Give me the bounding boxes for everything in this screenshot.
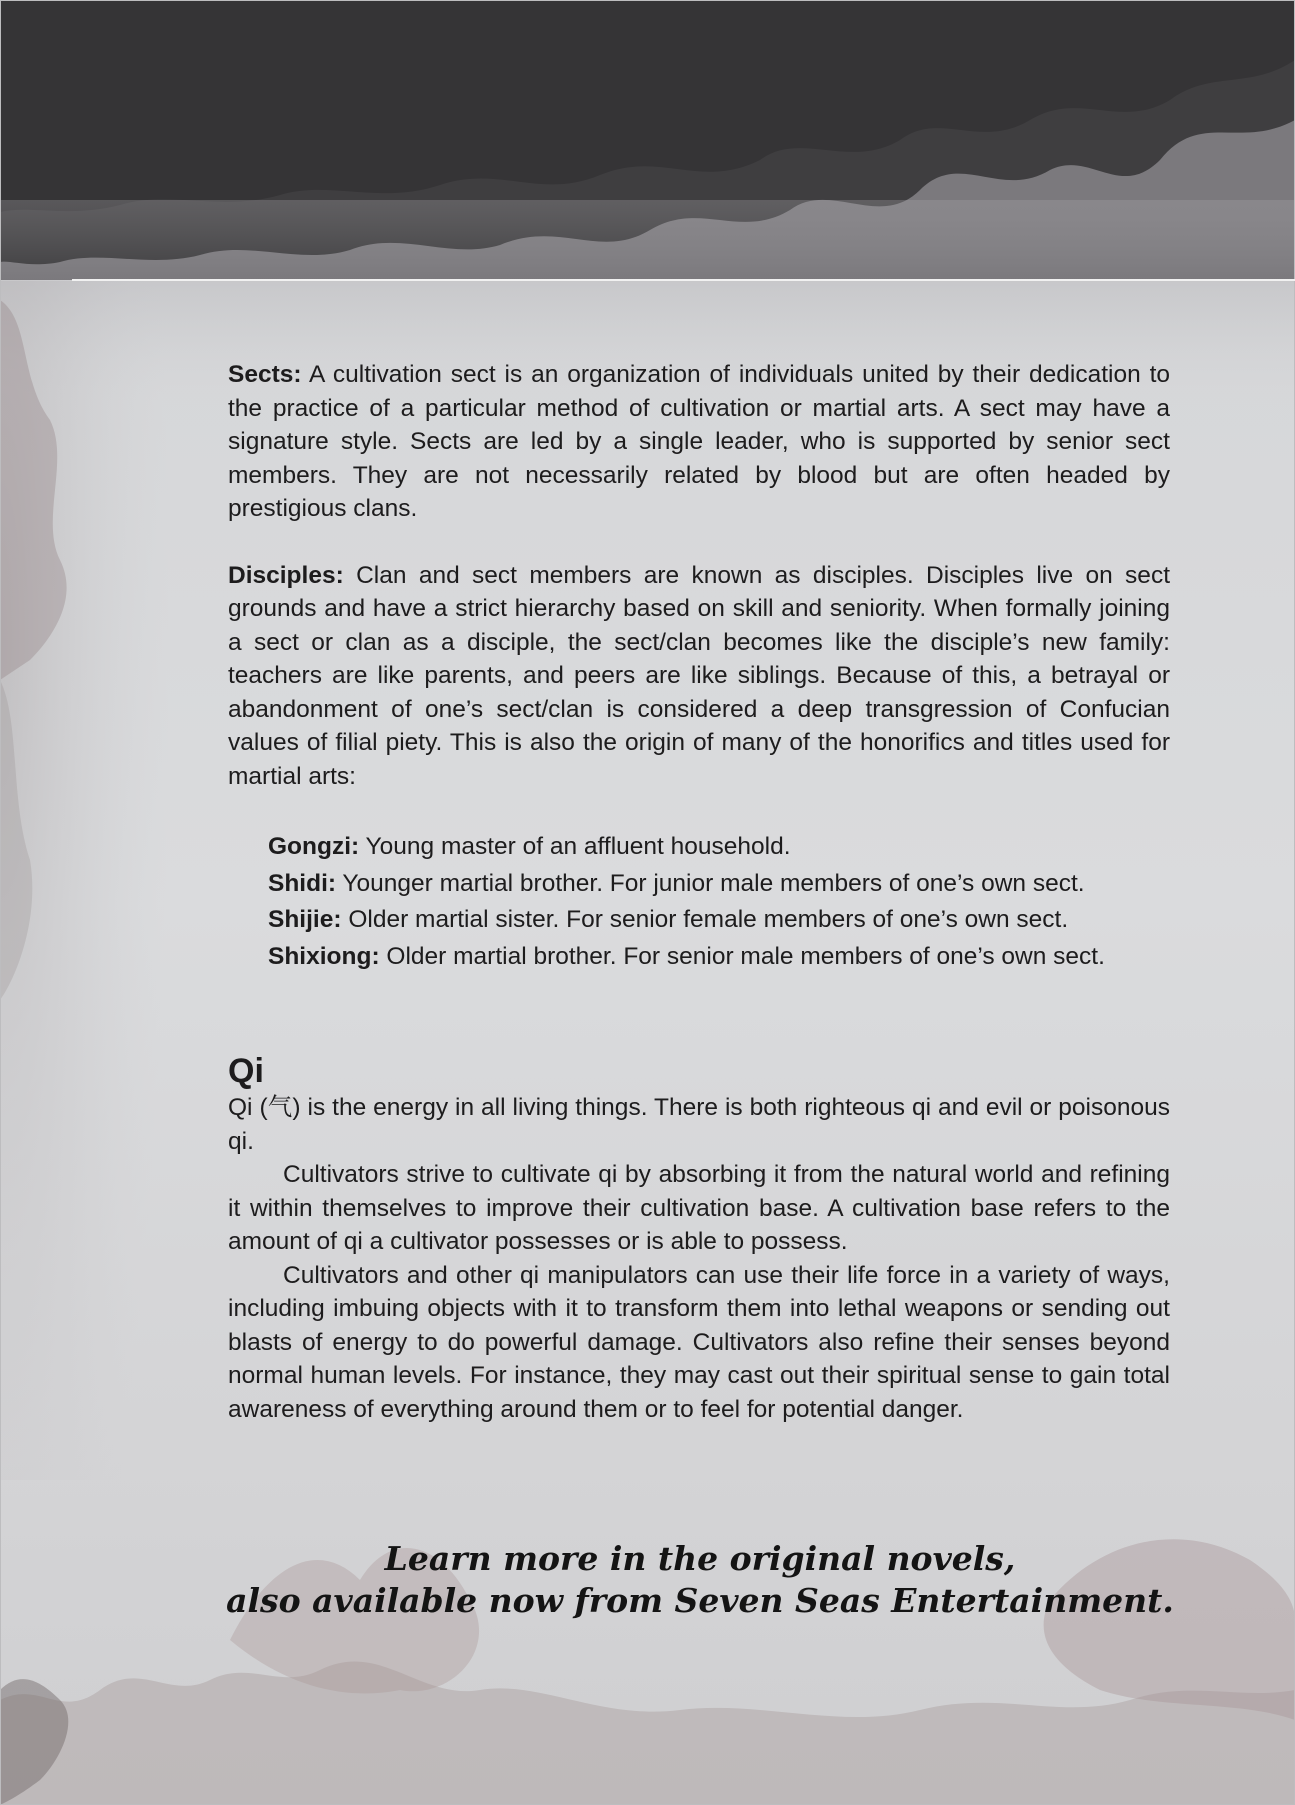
qi-paragraph: Qi (气) is the energy in all living things. There is both righteous qi and evil or poisonous qi. — [228, 1094, 1170, 1155]
honorific-definition: Younger martial brother. For junior male members of one’s own sect. — [336, 869, 1085, 897]
honorific-definition: Young master of an affluent household. — [359, 833, 791, 860]
qi-paragraph: Cultivators and other qi manipulators can use their life force in a variety of ways, including imbuing objects with it to transform them into lethal weapons or sending out blasts of energy to do powerful damage. Cultivators also refine their senses beyond normal human levels. For instance, they may cast out their spiritual sense to gain total awareness of everything around them or to feel for potential danger. — [228, 1261, 1170, 1423]
honorific-item — [268, 939, 1170, 976]
honorific-term: Shijie: — [268, 906, 342, 933]
promo-line-2: also available now from Seven Seas Entertainment. — [226, 1581, 1174, 1620]
qi-paragraph: Cultivators strive to cultivate qi by absorbing it from the natural world and refining it within themselves to improve their cultivation base. A cultivation base refers to the amount of qi a cultivator possesses or is able to possess. — [228, 1161, 1170, 1255]
disciples-paragraph — [228, 559, 1170, 794]
honorific-term: Gongzi: — [268, 833, 360, 860]
glossary-content — [228, 358, 1170, 1426]
honorific-item — [268, 902, 1170, 939]
honorific-term: Shixiong: — [268, 942, 380, 970]
qi-heading: Qi — [228, 1052, 264, 1090]
sects-paragraph — [228, 358, 1170, 526]
honorific-item — [268, 829, 1170, 866]
disciples-term: Disciples: — [228, 561, 344, 589]
sects-text: A cultivation sect is an organization of individuals united by their dedication to the practice of a particular method of cultivation or martial arts. A sect may have a signature style. Sects are led by a single leader, who is supported by senior sect members. They are not necessarily related by blood but are often headed by prestigious clans. — [228, 361, 1170, 522]
honorific-definition: Older martial brother. For senior male members of one’s own sect. — [379, 942, 1105, 970]
promo-line-1: Learn more in the original novels, — [384, 1539, 1016, 1578]
disciples-text: Clan and sect members are known as disciples. Disciples live on sect grounds and have a strict hierarchy based on skill and seniority. When formally joining a sect or clan as a disciple, the sect/clan becomes like the disciple’s new family: teachers are like parents, and peers are like siblings. Because of this, a betrayal or abandonment of one’s sect/clan is considered a deep transgression of Confucian values of filial piety. This is also the origin of many of the honorifics and titles used for martial arts: — [228, 561, 1170, 790]
header-divider — [72, 279, 1295, 281]
honorific-term: Shidi: — [268, 869, 337, 897]
honorifics-list — [268, 829, 1170, 975]
honorific-item — [268, 866, 1170, 903]
sects-term: Sects: — [228, 361, 302, 388]
promo-callout — [0, 1538, 1295, 1622]
honorific-definition: Older martial sister. For senior female members of one’s own sect. — [341, 906, 1069, 933]
